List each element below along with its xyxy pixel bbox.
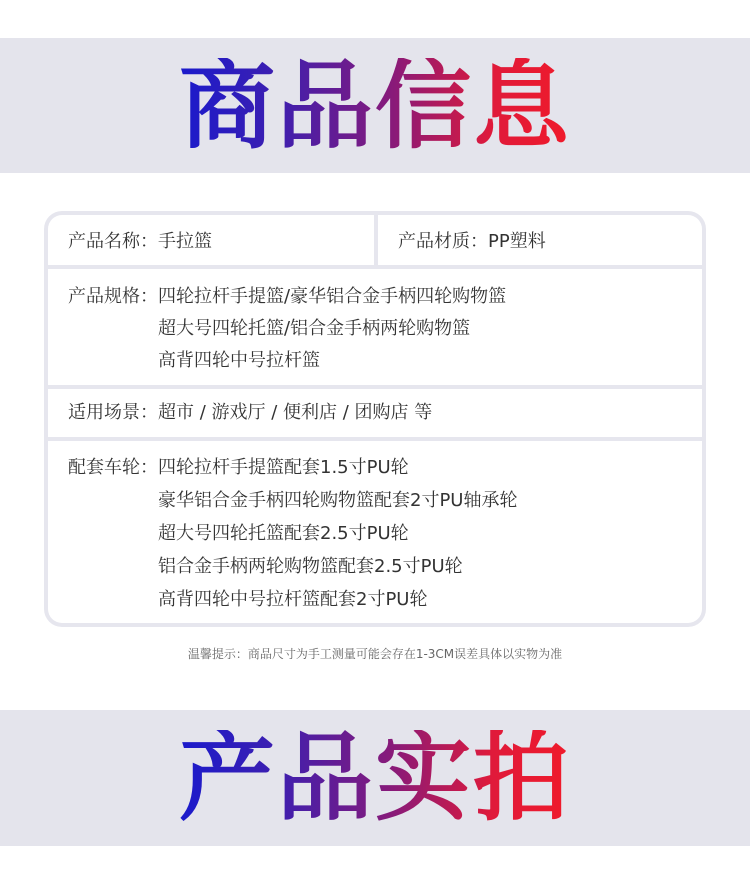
name-value: 手拉篮	[158, 231, 212, 252]
scenes-label: 适用场景：	[68, 402, 158, 423]
spec-row-specs	[48, 269, 702, 385]
specs-label: 产品规格：	[68, 286, 158, 307]
section-title-product-photos: 产品实拍	[179, 722, 571, 834]
spec-table	[44, 211, 706, 627]
wheels-line: 超大号四轮托篮配套2.5寸PU轮	[158, 523, 409, 544]
name-label: 产品名称：	[68, 231, 158, 252]
material-label: 产品材质：	[398, 231, 488, 252]
spec-row-name-material	[48, 215, 702, 265]
section-banner-product-photos	[0, 710, 750, 846]
spec-cell-name	[48, 215, 374, 265]
measurement-tip: 温馨提示：商品尺寸为手工测量可能会存在1-3CM误差具体以实物为准	[187, 647, 563, 661]
specs-line: 四轮拉杆手提篮/豪华铝合金手柄四轮购物篮	[158, 286, 507, 307]
specs-line: 高背四轮中号拉杆篮	[158, 350, 320, 371]
material-value: PP塑料	[488, 231, 546, 252]
scenes-value: 超市 / 游戏厅 / 便利店 / 团购店 等	[158, 402, 433, 423]
spec-cell-material	[378, 215, 702, 265]
wheels-line: 铝合金手柄两轮购物篮配套2.5寸PU轮	[158, 556, 463, 577]
section-title-product-info: 商品信息	[179, 49, 571, 162]
spec-row-wheels	[48, 441, 702, 623]
specs-line: 超大号四轮托篮/铝合金手柄两轮购物篮	[158, 318, 471, 339]
wheels-line: 高背四轮中号拉杆篮配套2寸PU轮	[158, 589, 428, 610]
spec-row-scenes	[48, 389, 702, 437]
wheels-line: 豪华铝合金手柄四轮购物篮配套2寸PU轴承轮	[158, 490, 518, 511]
section-banner-product-info	[0, 38, 750, 173]
wheels-label: 配套车轮：	[68, 457, 158, 478]
wheels-line: 四轮拉杆手提篮配套1.5寸PU轮	[158, 457, 409, 478]
